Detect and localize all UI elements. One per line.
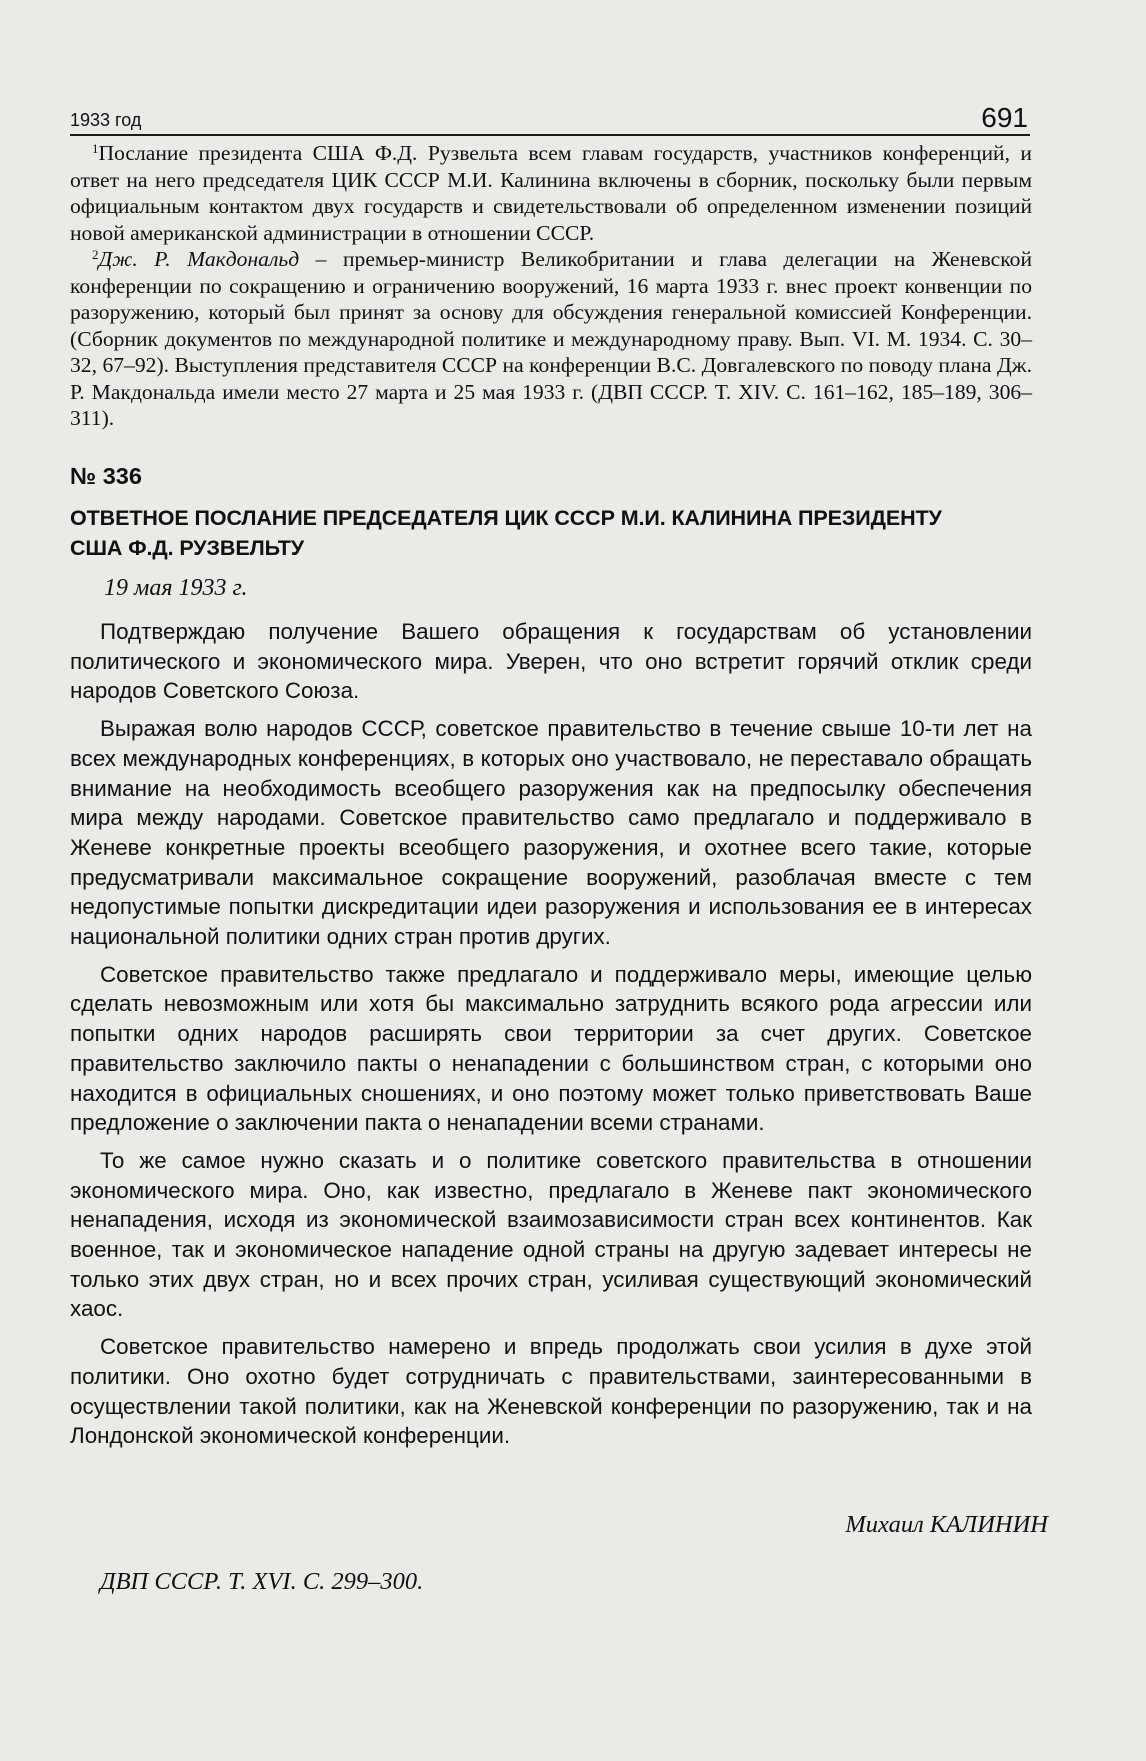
body-paragraph: Советское правительство намерено и впредь продолжать свои усилия в духе этой политики. Оно охотно будет сотрудничать с правительствами, заинтересованными в осуществлении такой политики, как на Женевской конференции по разоружению, так и на Лондонской экономической конференции. bbox=[70, 1334, 1032, 1449]
running-header bbox=[70, 102, 1030, 136]
document-body bbox=[70, 617, 1032, 1459]
document-number: № 336 bbox=[70, 463, 142, 489]
body-paragraph: Подтверждаю получение Вашего обращения к государствам об установлении политического и экономического мира. Уверен, что оно встретит горячий отклик среди народов Советского Союза. bbox=[70, 619, 1032, 704]
source-reference: ДВП СССР. Т. XVI. С. 299–300. bbox=[100, 1568, 424, 1595]
footnote-text: – премьер-министр Великобритании и глава делегации на Женевской конференции по сокращению и ограничению вооружений, 16 марта 1933 г. внес проект конвенции по разоружению, который был принят за основу для обсуждения генеральной комиссией Конференции. (Сборник документов по международной политике и международному праву. Вып. VI. М. 1934. С. 30–32, 67–92). Выступления представителя СССР на конференции В.С. Довгалевского по поводу плана Дж. Р. Макдональда имели место 27 марта и 25 мая 1933 г. (ДВП СССР. Т. XIV. С. 161–162, 185–189, 306–311). bbox=[70, 247, 1033, 430]
footnote-mark: 2 bbox=[92, 247, 99, 262]
footnote-person-name: Дж. Р. Макдональд bbox=[98, 247, 300, 271]
body-paragraph: Советское правительство также предлагало и поддерживало меры, имеющие целью сделать невозможным или хотя бы максимально затруднить всякого рода агрессии или попытки одних народов расширять свои территории за счет других. Советское правительство заключило пакты о ненападении с большинством стран, с которыми оно находится в официальных сношениях, и оно поэтому может только приветствовать Ваше предложение о заключении пакта о ненападении всеми странами. bbox=[70, 961, 1032, 1136]
footnote-2 bbox=[70, 246, 1032, 432]
header-year: 1933 год bbox=[70, 110, 142, 130]
signature: Михаил КАЛИНИН bbox=[845, 1511, 1048, 1538]
document-date: 19 мая 1933 г. bbox=[104, 575, 248, 601]
body-paragraph: То же самое нужно сказать и о политике советского правительства в отношении экономического мира. Оно, как известно, предлагало в Женеве пакт экономического ненападения, исходя из экономической взаимозависимости стран всех континентов. Как военное, так и экономическое нападение одной страны на другую задевает интересы не только этих двух стран, но и всех прочих стран, усиливая существующий экономический хаос. bbox=[70, 1147, 1032, 1322]
footnotes bbox=[70, 140, 1032, 432]
footnote-mark: 1 bbox=[92, 141, 99, 156]
footnote-1 bbox=[70, 140, 1032, 246]
page-number: 691 bbox=[981, 102, 1028, 133]
body-paragraph: Выражая волю народов СССР, советское правительство в течение свыше 10-ти лет на всех международных конференциях, в которых оно участвовало, не переставало обращать внимание на необходимость всеобщего разоружения как на предпосылку обеспечения мира между народами. Советское правительство само предлагало и поддерживало в Женеве конкретные проекты всеобщего разоружения, и охотнее всего такие, которые предусматривали максимальное сокращение вооружений, разоблачая вместе с тем недопустимые попытки дискредитации идеи разоружения и использования ее в интересах национальной политики одних стран против других. bbox=[70, 716, 1032, 950]
document-title: ОТВЕТНОЕ ПОСЛАНИЕ ПРЕДСЕДАТЕЛЯ ЦИК СССР М.И. КАЛИНИНА ПРЕЗИДЕНТУ США Ф.Д. РУЗВЕЛЬТУ bbox=[70, 506, 942, 560]
footnote-text: Послание президента США Ф.Д. Рузвельта всем главам государств, участников конференций, и ответ на него председателя ЦИК СССР М.И. Калинина включены в сборник, поскольку были первым официальным контактом двух государств и свидетельствовали об определенном изменении позиций новой американской администрации в отношении СССР. bbox=[70, 141, 1032, 245]
